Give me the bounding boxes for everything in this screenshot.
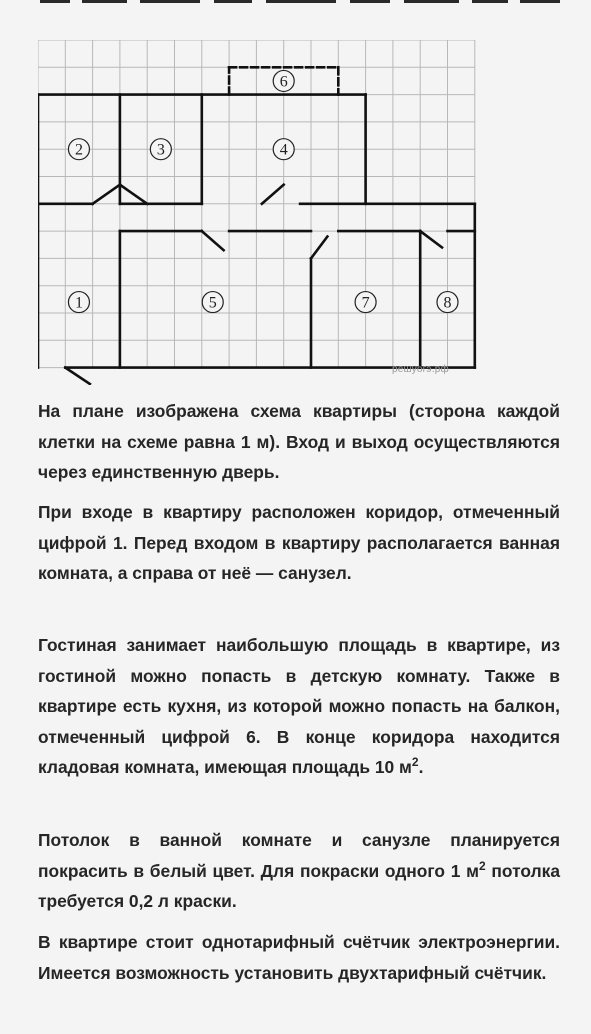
superscript-two: 2 [479,858,486,873]
room-labels [68,70,458,312]
previous-content-fragment [0,0,591,10]
room-number-text: 2 [74,141,83,159]
paragraph-paint-text: Потолок в ванной комнате и санузле планируется покрасить в белый цвет. Для покраски одного 1 м [38,830,560,881]
door-leaf [311,237,327,259]
paragraph-paint-description [38,825,560,917]
superscript-two: 2 [411,755,419,770]
watermark: решуогэ.рф [392,364,449,375]
room-number-text: 6 [279,73,288,91]
paragraph-entrance-description: При входе в квартиру расположен коридор, отмеченный цифрой 1. Перед входом в квартиру располагается ванная комната, а справа от неё — санузел. [38,502,560,584]
paragraph-rooms-description [38,630,560,783]
room-number-3 [150,139,171,160]
room-number-6 [273,70,294,91]
room-number-text: 5 [208,294,217,312]
room-number-text: 7 [361,294,370,312]
room-number-1 [68,292,89,313]
room-number-text: 4 [279,141,288,159]
paragraph-plan-description: На плане изображена схема квартиры (сторона каждой клетки на схеме равна 1 м). Вход и выход осуществляются через единственную дверь. [38,401,560,483]
room-number-2 [68,139,89,160]
apartment-floor-plan [38,40,478,385]
room-number-8 [437,292,458,313]
room-number-4 [273,139,294,160]
room-number-text: 1 [74,294,83,312]
paragraph-paint-end: потолка требуется 0,2 л краски. [38,860,560,912]
room-number-text: 3 [156,141,165,159]
room-number-7 [355,292,376,313]
door-leaf [93,185,120,204]
paragraph-meter-description: В квартире стоит однотарифный счётчик электроэнергии. Имеется возможность установить двухтарифный счётчик. [38,932,560,983]
door-leaf [420,231,442,247]
paragraph-rooms-end: . [418,757,424,778]
room-number-text: 8 [443,294,452,312]
door-leaf [65,368,90,384]
paragraph-rooms-text: Гостиная занимает наибольшую площадь в квартире, из гостиной можно попасть в детскую комнату. Также в квартире есть кухня, из которой можно попасть на балкон, отмеченный цифрой 6. В конце коридора находится кладовая комната, имеющая площадь 10 м [38,635,560,778]
door-leaf [262,185,284,204]
door-leaf [202,231,224,250]
door-leaf [120,185,147,204]
room-number-5 [202,292,223,313]
